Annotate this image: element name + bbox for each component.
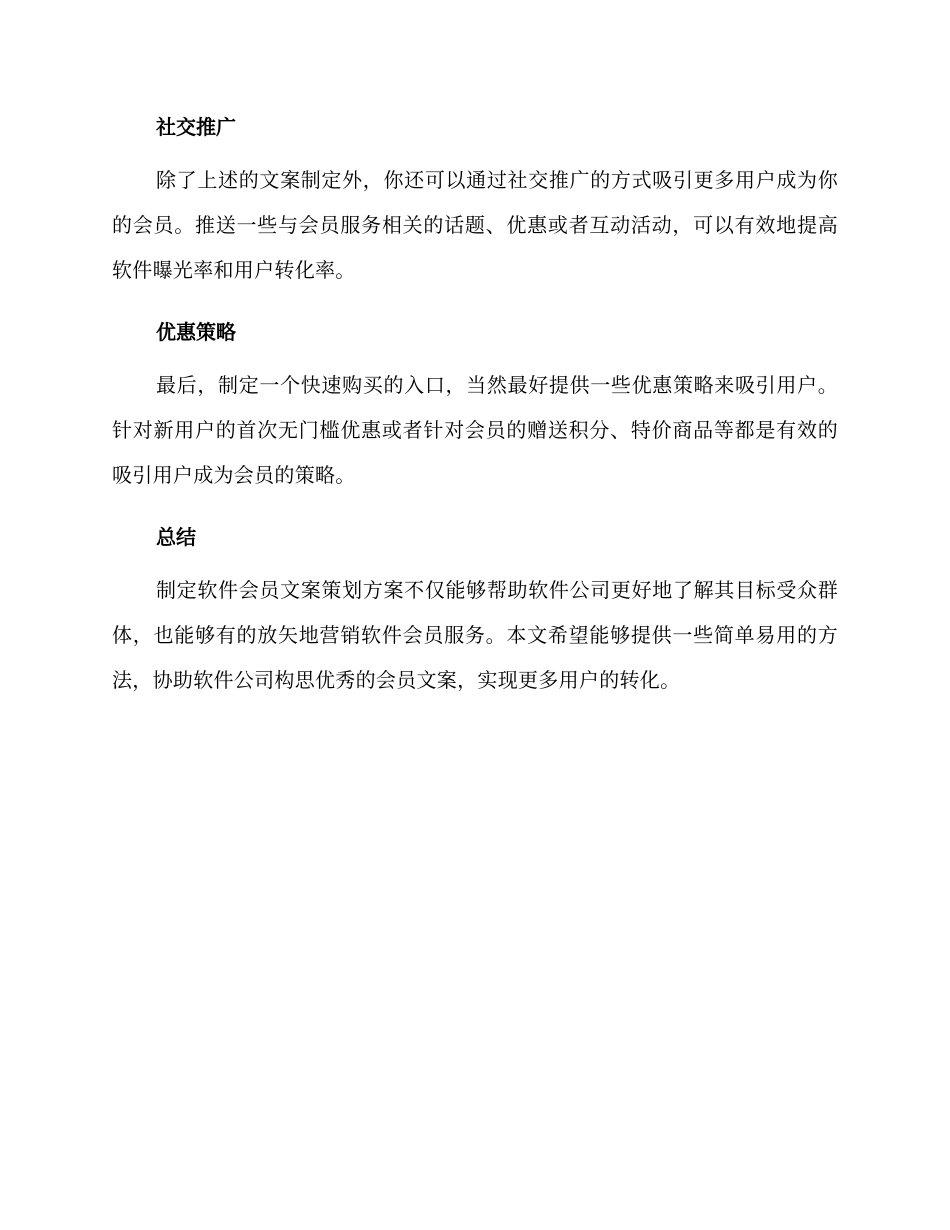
section-paragraph: 制定软件会员文案策划方案不仅能够帮助软件公司更好地了解其目标受众群体，也能够有的放矢地营销软件会员服务。本文希望能够提供一些简单易用的方法，协助软件公司构思优秀的会员文案，实现更多用户的转化。 bbox=[112, 578, 838, 692]
section-paragraph: 除了上述的文案制定外，你还可以通过社交推广的方式吸引更多用户成为你的会员。推送一些与会员服务相关的话题、优惠或者互动活动，可以有效地提高软件曝光率和用户转化率。 bbox=[112, 168, 838, 282]
section-social-promotion bbox=[112, 112, 838, 293]
section-heading: 总结 bbox=[156, 525, 196, 549]
section-paragraph: 最后，制定一个快速购买的入口，当然最好提供一些优惠策略来吸引用户。针对新用户的首次无门槛优惠或者针对会员的赠送积分、特价商品等都是有效的吸引用户成为会员的策略。 bbox=[112, 373, 838, 487]
section-heading: 优惠策略 bbox=[156, 320, 236, 344]
section-discount-strategy bbox=[112, 317, 838, 498]
section-heading: 社交推广 bbox=[156, 115, 236, 139]
section-summary bbox=[112, 522, 838, 703]
